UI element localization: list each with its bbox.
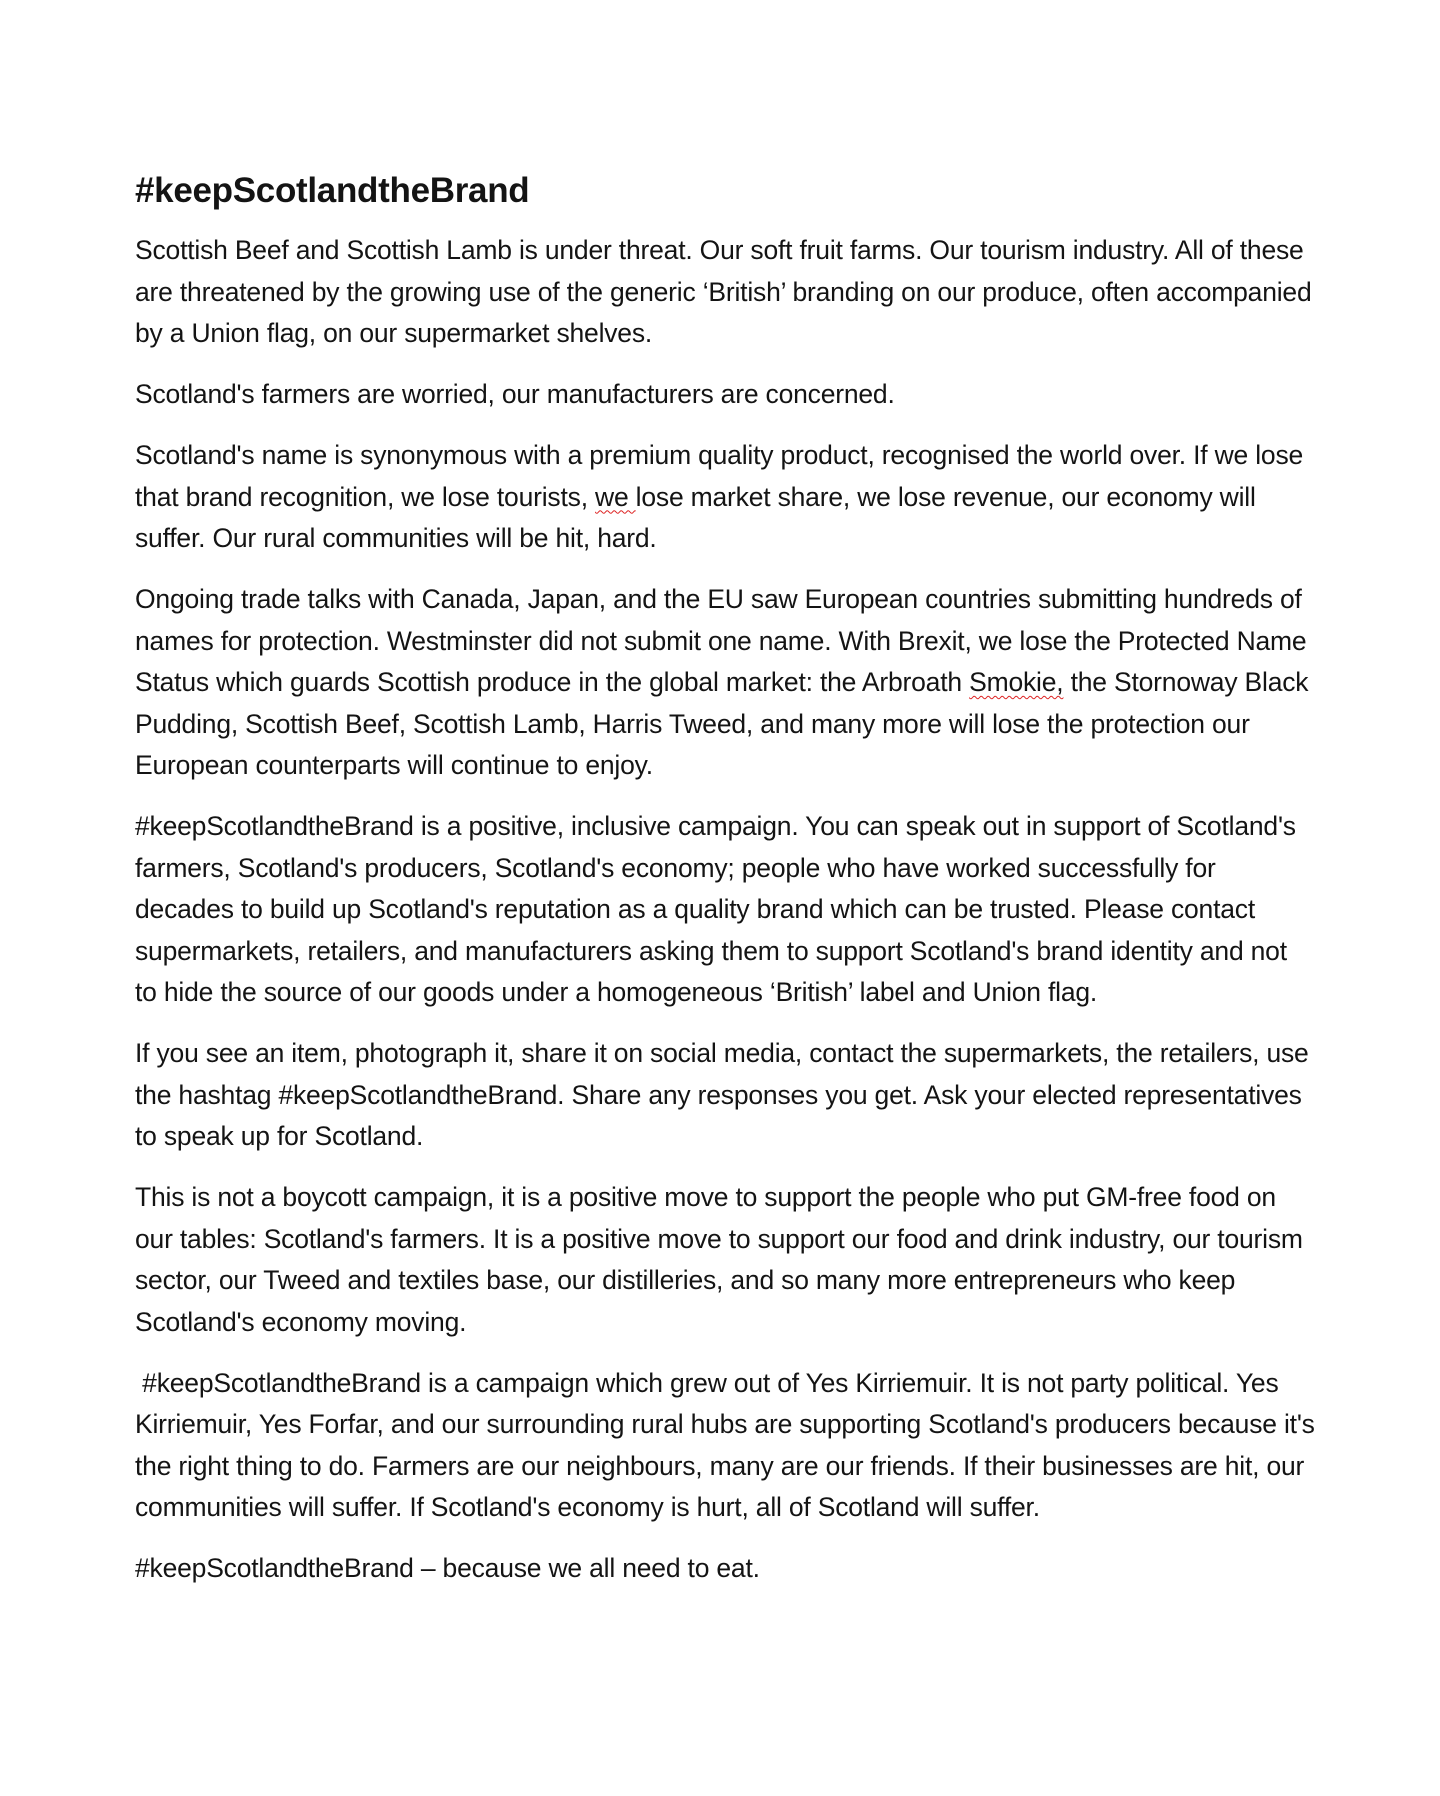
paragraph-text-segment: Scotland's name is synonymous with a premium quality product, recognised the world over. If we lose that brand recognition, we lose tourists, [135,440,1304,512]
paragraph-brand-recognition [135,435,1315,560]
paragraph-text-segment: the Stornoway Black Pudding, Scottish Beef, Scottish Lamb, Harris Tweed, and many more will lose the protection our European counterparts will continue to enjoy. [135,667,1309,780]
paragraph-positive-campaign: #keepScotlandtheBrand is a positive, inclusive campaign. You can speak out in support of Scotland's farmers, Scotland's producers, Scotland's economy; people who have worked successfully for decades to build up Scotland's reputation as a quality brand which can be trusted. Please contact supermarkets, retailers, and manufacturers asking them to support Scotland's brand identity and not to hide the source of our goods under a homogeneous ‘British’ label and Union flag. [135,811,1296,1007]
paragraph-text-segment: lose market share, we lose revenue, our economy will suffer. Our rural communities will be hit, hard. [135,481,1256,553]
document-page [135,170,1322,1609]
paragraph-threat: Scottish Beef and Scottish Lamb is under threat. Our soft fruit farms. Our tourism industry. All of these are threatened by the growing use of the generic ‘British’ branding on our produce, often accompanied by a Union flag, on our supermarket shelves. [135,235,1312,348]
spellcheck-flagged-word: Smokie, [969,667,1064,697]
spellcheck-flagged-word: we [595,481,636,512]
paragraph-closing: #keepScotlandtheBrand – because we all need to eat. [135,1553,760,1583]
paragraph-trade-talks [135,579,1315,787]
paragraph-call-to-action: If you see an item, photograph it, share it on social media, contact the supermarkets, the retailers, use the hashtag #keepScotlandtheBrand. Share any responses you get. Ask your elected representatives to speak up for Scotland. [135,1038,1309,1151]
paragraph-worried: Scotland's farmers are worried, our manufacturers are concerned. [135,379,895,409]
paragraph-origin: #keepScotlandtheBrand is a campaign which grew out of Yes Kirriemuir. It is not party political. Yes Kirriemuir, Yes Forfar, and our surrounding rural hubs are supporting Scotland's producers because it's the right thing to do. Farmers are our neighbours, many are our friends. If their businesses are hit, our communities will suffer. If Scotland's economy is hurt, all of Scotland will suffer. [135,1367,1322,1522]
paragraph-not-boycott: This is not a boycott campaign, it is a positive move to support the people who put GM-free food on our tables: Scotland's farmers. It is a positive move to support our food and drink industry, our tourism sector, our Tweed and textiles base, our distilleries, and so many more entrepreneurs who keep Scotland's economy moving. [135,1182,1303,1337]
paragraph-text-segment: Ongoing trade talks with Canada, Japan, and the EU saw European countries submitting hundreds of names for protection. Westminster did not submit one name. With Brexit, we lose the Protected Name Status which guards Scottish produce in the global market: the Arbroath [135,584,1307,697]
document-title: #keepScotlandtheBrand [135,171,530,210]
